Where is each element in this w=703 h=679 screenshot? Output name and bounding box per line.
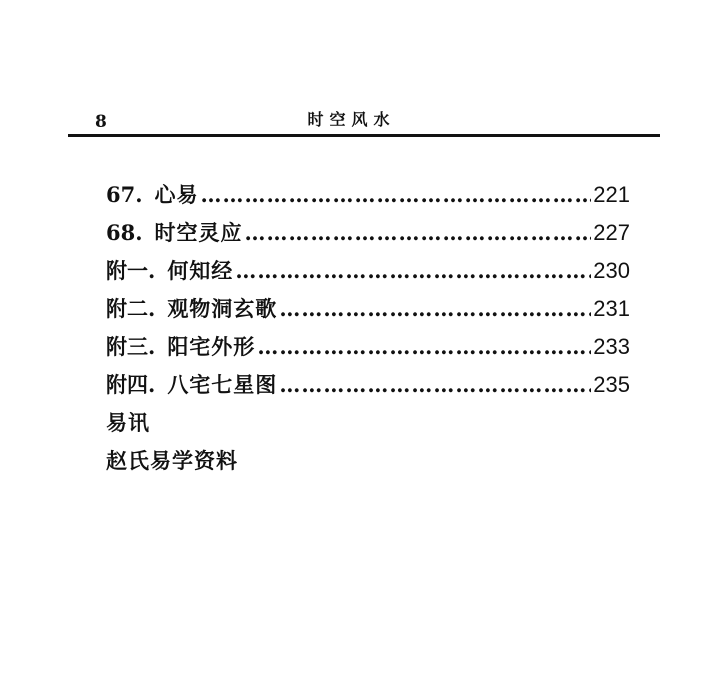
toc-entry-title: 八宅七星图 — [167, 372, 278, 397]
toc-entry-page: 221 — [593, 182, 630, 207]
running-title: 时空风水 — [307, 110, 396, 129]
toc-entry-title: 心易 — [154, 182, 199, 207]
toc-entry — [106, 366, 630, 404]
toc-entry — [106, 252, 630, 290]
toc-entry-title: 时空灵应 — [154, 220, 243, 245]
toc-entry-number: 附三. — [106, 334, 156, 359]
toc-leader-dots — [279, 366, 591, 404]
toc-entry-title: 观物洞玄歌 — [167, 296, 278, 321]
toc-extra-entry: 易讯 — [106, 410, 150, 435]
page-number: 8 — [95, 112, 107, 132]
toc-entry — [106, 214, 630, 252]
toc-entry-title: 何知经 — [167, 258, 234, 283]
toc-leader-dots — [279, 290, 591, 328]
toc-entry — [106, 176, 630, 214]
toc-entry — [106, 328, 630, 366]
toc-entry-number: 附二. — [106, 296, 156, 321]
toc-leader-dots — [201, 176, 592, 214]
table-of-contents — [106, 176, 630, 404]
toc-entry-page: 233 — [593, 334, 630, 359]
toc-entry-page: 231 — [593, 296, 630, 321]
toc-entry-page: 227 — [593, 220, 630, 245]
toc-entry-number: 67. — [106, 182, 143, 207]
toc-leader-dots — [235, 252, 591, 290]
toc-entry-page: 235 — [593, 372, 630, 397]
toc-entry-title: 阳宅外形 — [167, 334, 256, 359]
toc-leader-dots — [257, 328, 591, 366]
toc-extra-entry: 赵氏易学资料 — [106, 448, 238, 473]
header-rule — [68, 134, 660, 137]
toc-entry-number: 附四. — [106, 372, 156, 397]
toc-entry — [106, 290, 630, 328]
toc-leader-dots — [245, 214, 592, 252]
toc-entry-page: 230 — [593, 258, 630, 283]
toc-entry-number: 附一. — [106, 258, 156, 283]
toc-entry-number: 68. — [106, 220, 143, 245]
